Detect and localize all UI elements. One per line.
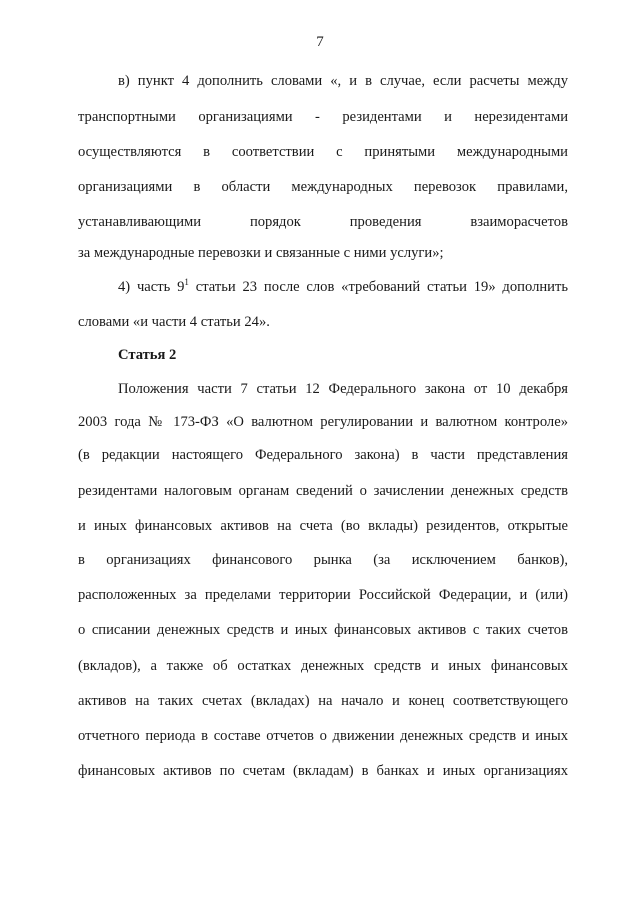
text-line: Положения части 7 статьи 12 Федерального закона от 10 декабря (118, 381, 568, 397)
text-line (118, 278, 568, 296)
text-line: о списании денежных средств и иных финансовых активов с таких счетов (78, 622, 568, 638)
text-line: в организациях финансового рынка (за исключением банков), (78, 552, 568, 568)
text-line: отчетного периода в составе отчетов о движении денежных средств и иных (78, 728, 568, 744)
section-heading: Статья 2 (118, 347, 177, 363)
text-line: организациями в области международных перевозок правилами, (78, 179, 568, 195)
text-line: финансовых активов по счетам (вкладам) в банках и иных организациях (78, 763, 568, 779)
text-line: за международные перевозки и связанные с ними услуги»; (78, 245, 444, 261)
text-line: (вкладов), а также об остатках денежных средств и иных финансовых (78, 658, 568, 674)
superscript: 1 (184, 277, 189, 288)
text-fragment: статьи 23 после слов «требований статьи 19» дополнить (188, 279, 568, 295)
text-line: словами «и части 4 статьи 24». (78, 314, 270, 330)
text-line: резидентами налоговым органам сведений о зачислении денежных средств (78, 483, 568, 499)
text-line: и иных финансовых активов на счета (во вклады) резидентов, открытые (78, 518, 568, 534)
text-line: 2003 года № 173-ФЗ «О валютном регулировании и валютном контроле» (78, 414, 568, 430)
text-line: транспортными организациями - резидентами и нерезидентами (78, 109, 568, 125)
text-line: осуществляются в соответствии с принятыми международными (78, 144, 568, 160)
page-number: 7 (316, 34, 324, 50)
text-fragment: 4) часть 9 (118, 279, 185, 295)
text-line: в) пункт 4 дополнить словами «, и в случае, если расчеты между (118, 73, 568, 89)
text-line: (в редакции настоящего Федерального закона) в части представления (78, 447, 568, 463)
text-line: устанавливающими порядок проведения взаиморасчетов (78, 214, 568, 230)
text-line: активов на таких счетах (вкладах) на начало и конец соответствующего (78, 693, 568, 709)
text-line: расположенных за пределами территории Российской Федерации, и (или) (78, 587, 568, 603)
